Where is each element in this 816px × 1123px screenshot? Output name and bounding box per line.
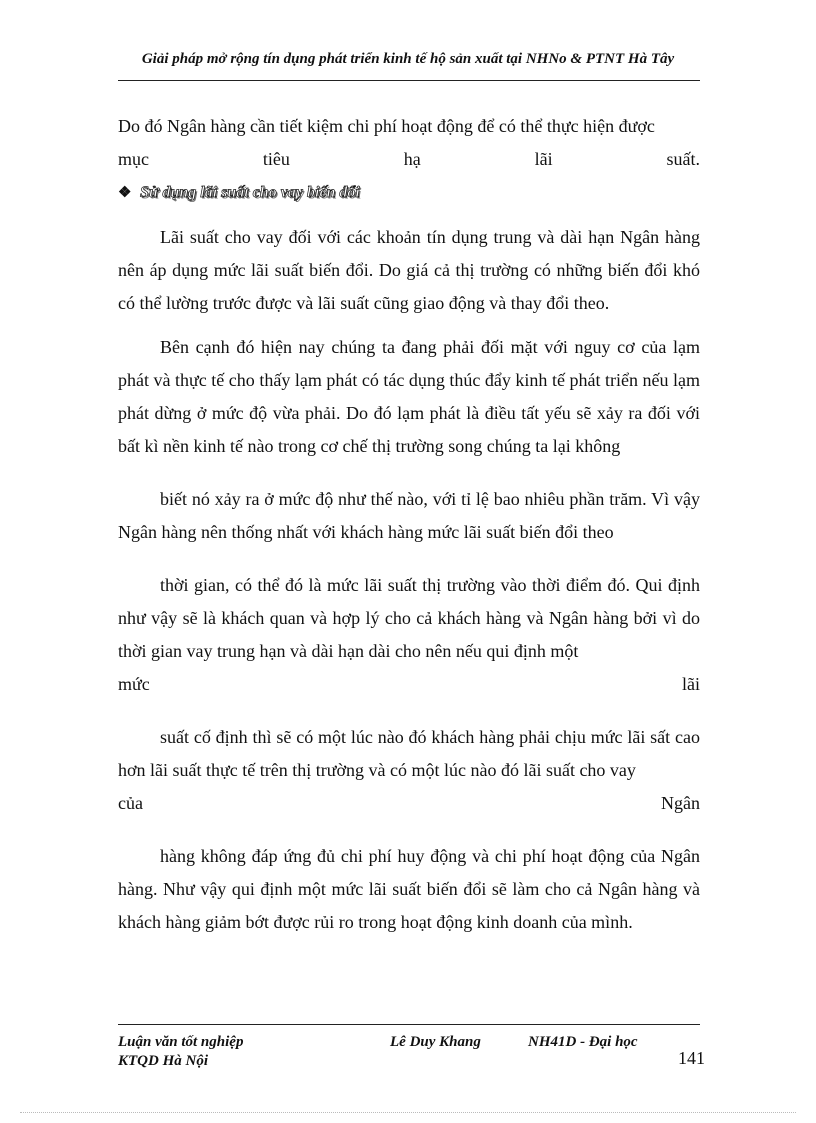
word: lãi (534, 149, 553, 169)
footer-thesis-label: Luận văn tốt nghiệp (118, 1034, 244, 1050)
footer-class: NH41D - Đại học (528, 1034, 638, 1050)
paragraph-4: biết nó xảy ra ở mức độ như thế nào, với tỉ lệ bao nhiêu phần trăm. Vì vậy Ngân hàng nên thống nhất với khách hàng mức lãi suất biến đổi theo (118, 489, 700, 542)
footer-rule (118, 1024, 700, 1025)
page-number: 141 (678, 1048, 705, 1068)
header-rule (118, 80, 700, 81)
word: mục (118, 149, 149, 169)
paragraph-5: thời gian, có thể đó là mức lãi suất thị trường vào thời điểm đó. Qui định như vậy sẽ là khách quan và hợp lý cho cả khách hàng và Ngân hàng bởi vì do thời gian vay trung hạn và dài hạn dài cho nên nếu qui định một (118, 575, 700, 661)
document-body (118, 110, 700, 939)
diamond-bullet-icon: ❖ (118, 185, 132, 201)
footer-author: Lê Duy Khang (390, 1034, 481, 1050)
section-heading-text: Sử dụng lãi suất cho vay biến đổi (140, 184, 360, 201)
page-footer (118, 1034, 705, 1074)
page-bottom-dotted-divider (20, 1112, 796, 1113)
footer-university: KTQD Hà Nội (118, 1053, 208, 1069)
paragraph-7: hàng không đáp ứng đủ chi phí huy động và chi phí hoạt động của Ngân hàng. Như vậy qui định một mức lãi suất biến đổi sẽ làm cho cả Ngân hàng và khách hàng giảm bớt được rủi ro trong hoạt động kinh doanh của mình. (118, 846, 700, 932)
word: tiêu (262, 149, 290, 169)
word: Ngân (661, 793, 700, 813)
word: của (118, 793, 143, 813)
word: lãi (682, 674, 700, 694)
section-heading (118, 176, 700, 210)
word: suất. (666, 149, 700, 169)
word: mức (118, 674, 150, 694)
paragraph-2: Lãi suất cho vay đối với các khoản tín dụng trung và dài hạn Ngân hàng nên áp dụng mức lãi suất biến đổi. Do giá cả thị trường có những biến đổi khó có thể lường trước được và lãi suất cũng giao động và thay đổi theo. (118, 227, 700, 313)
paragraph-1-line-1: Do đó Ngân hàng cần tiết kiệm chi phí hoạt động để có thể thực hiện được (118, 116, 655, 136)
page-header-title: Giải pháp mở rộng tín dụng phát triển kinh tế hộ sản xuất tại NHNo & PTNT Hà Tây (141, 51, 675, 67)
paragraph-3: Bên cạnh đó hiện nay chúng ta đang phải đối mặt với nguy cơ của lạm phát và thực tế cho thấy lạm phát có tác dụng thúc đẩy kinh tế phát triển nếu lạm phát dừng ở mức độ vừa phải. Do đó lạm phát là điều tất yếu sẽ xảy ra đối với bất kì nền kinh tế nào trong cơ chế thị trường song chúng ta lại không (118, 337, 700, 456)
paragraph-6: suất cố định thì sẽ có một lúc nào đó khách hàng phải chịu mức lãi sất cao hơn lãi suất thực tế trên thị trường và có một lúc nào đó lãi suất cho vay (118, 727, 700, 780)
paragraph-1-line-2 (118, 143, 700, 176)
word: hạ (403, 149, 421, 169)
paragraph-6-last-line (118, 787, 700, 820)
paragraph-5-last-line (118, 668, 700, 701)
